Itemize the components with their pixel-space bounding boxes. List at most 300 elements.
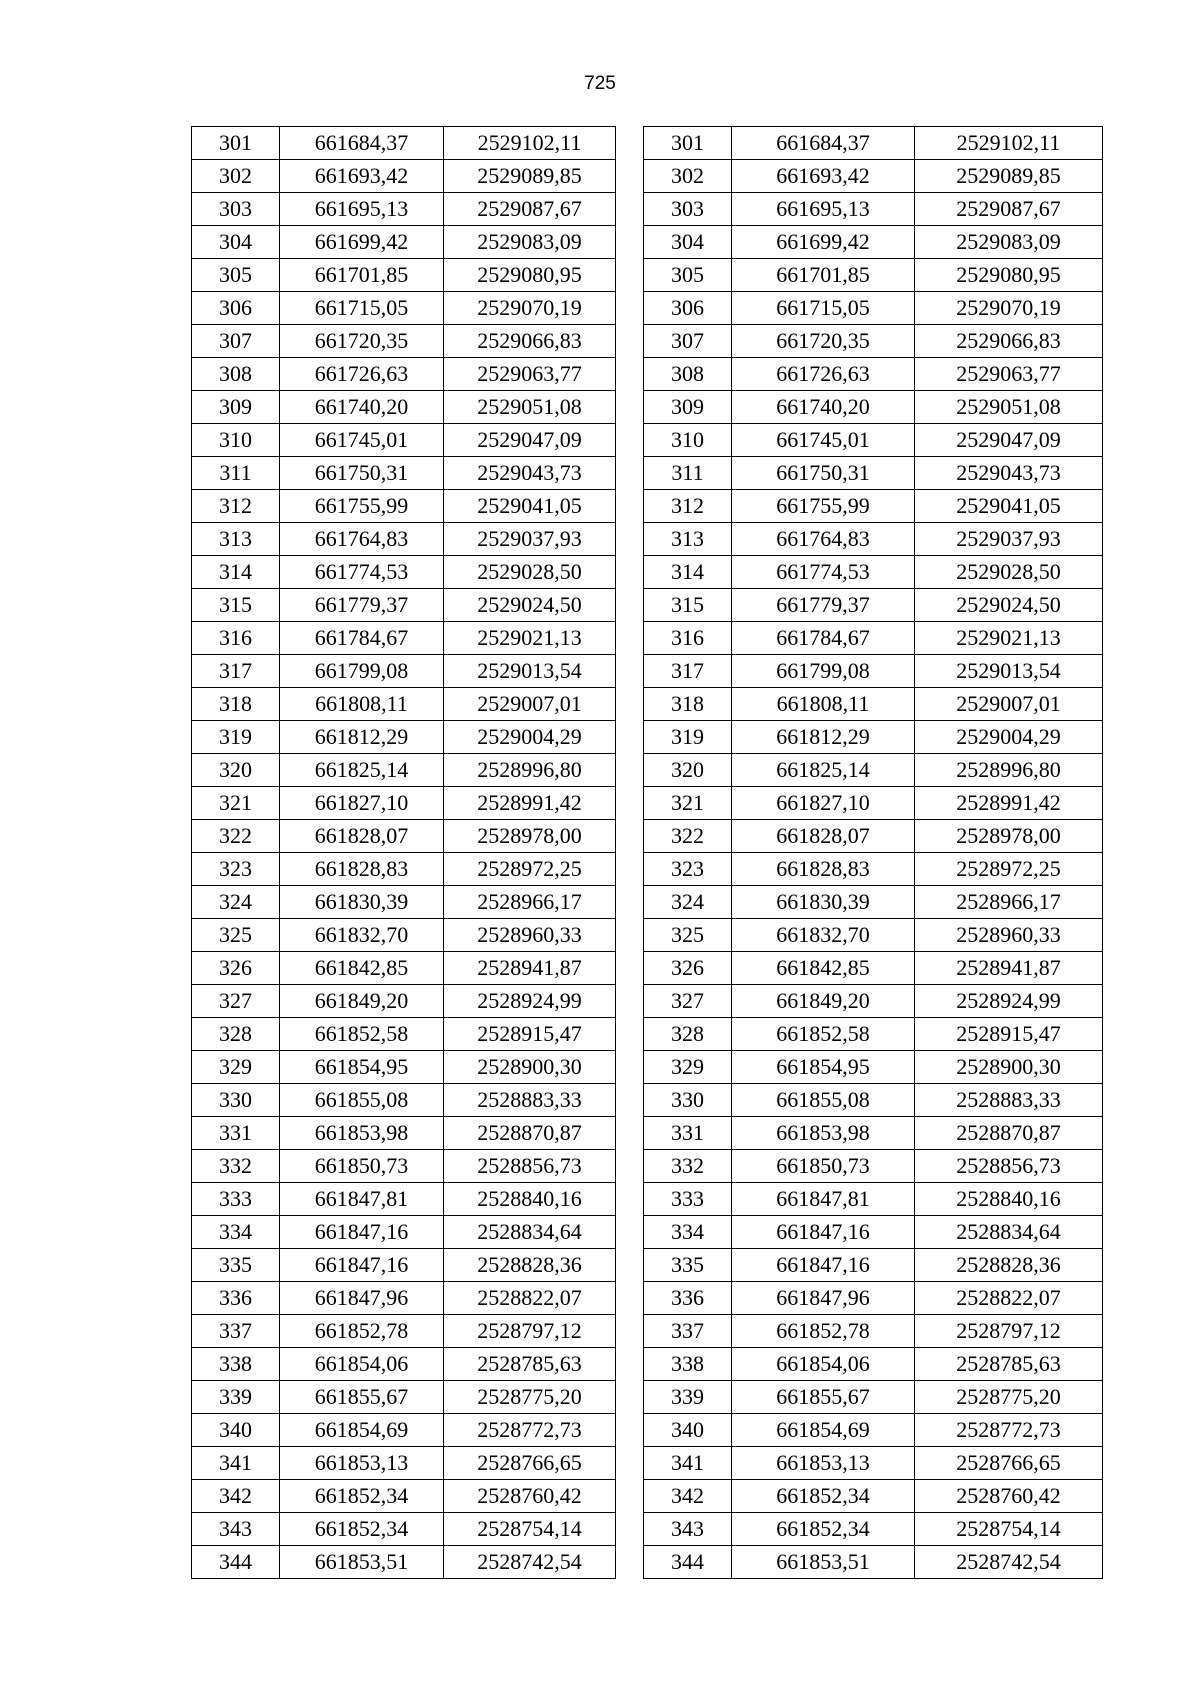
right-point-number-cell: 303 [644,193,732,226]
right-x-coordinate-cell: 661825,14 [732,754,915,787]
left-y-coordinate-cell: 2528972,25 [444,853,616,886]
left-point-number-cell: 330 [192,1084,280,1117]
right-y-coordinate-cell: 2528785,63 [915,1348,1103,1381]
right-point-number-cell: 341 [644,1447,732,1480]
right-y-coordinate-cell: 2529013,54 [915,655,1103,688]
left-x-coordinate-cell: 661715,05 [280,292,444,325]
right-x-coordinate-cell: 661740,20 [732,391,915,424]
table-row [192,688,1103,721]
left-y-coordinate-cell: 2528996,80 [444,754,616,787]
left-x-coordinate-cell: 661693,42 [280,160,444,193]
gap-cell [616,820,644,853]
left-x-coordinate-cell: 661849,20 [280,985,444,1018]
right-y-coordinate-cell: 2529047,09 [915,424,1103,457]
gap-cell [616,1249,644,1282]
left-point-number-cell: 324 [192,886,280,919]
left-x-coordinate-cell: 661828,83 [280,853,444,886]
left-point-number-cell: 328 [192,1018,280,1051]
left-point-number-cell: 304 [192,226,280,259]
gap-cell [616,655,644,688]
right-x-coordinate-cell: 661853,98 [732,1117,915,1150]
table-row [192,1546,1103,1579]
table-row [192,391,1103,424]
right-x-coordinate-cell: 661850,73 [732,1150,915,1183]
left-point-number-cell: 332 [192,1150,280,1183]
right-y-coordinate-cell: 2529007,01 [915,688,1103,721]
gap-cell [616,358,644,391]
left-y-coordinate-cell: 2528760,42 [444,1480,616,1513]
left-x-coordinate-cell: 661726,63 [280,358,444,391]
left-y-coordinate-cell: 2528840,16 [444,1183,616,1216]
left-x-coordinate-cell: 661855,67 [280,1381,444,1414]
left-point-number-cell: 320 [192,754,280,787]
left-x-coordinate-cell: 661850,73 [280,1150,444,1183]
left-y-coordinate-cell: 2529102,11 [444,127,616,160]
gap-cell [616,127,644,160]
left-y-coordinate-cell: 2528900,30 [444,1051,616,1084]
right-y-coordinate-cell: 2529063,77 [915,358,1103,391]
left-x-coordinate-cell: 661832,70 [280,919,444,952]
left-x-coordinate-cell: 661755,99 [280,490,444,523]
right-x-coordinate-cell: 661847,16 [732,1216,915,1249]
left-x-coordinate-cell: 661852,34 [280,1513,444,1546]
gap-cell [616,292,644,325]
right-x-coordinate-cell: 661750,31 [732,457,915,490]
right-point-number-cell: 327 [644,985,732,1018]
left-x-coordinate-cell: 661825,14 [280,754,444,787]
table-row [192,787,1103,820]
right-y-coordinate-cell: 2529021,13 [915,622,1103,655]
right-x-coordinate-cell: 661832,70 [732,919,915,952]
table-row [192,457,1103,490]
right-x-coordinate-cell: 661764,83 [732,523,915,556]
right-x-coordinate-cell: 661847,96 [732,1282,915,1315]
left-x-coordinate-cell: 661853,51 [280,1546,444,1579]
left-y-coordinate-cell: 2528870,87 [444,1117,616,1150]
right-y-coordinate-cell: 2528924,99 [915,985,1103,1018]
right-y-coordinate-cell: 2528760,42 [915,1480,1103,1513]
left-point-number-cell: 311 [192,457,280,490]
left-y-coordinate-cell: 2529013,54 [444,655,616,688]
right-y-coordinate-cell: 2528870,87 [915,1117,1103,1150]
right-y-coordinate-cell: 2529102,11 [915,127,1103,160]
right-x-coordinate-cell: 661693,42 [732,160,915,193]
right-x-coordinate-cell: 661812,29 [732,721,915,754]
left-x-coordinate-cell: 661853,13 [280,1447,444,1480]
left-point-number-cell: 313 [192,523,280,556]
right-point-number-cell: 301 [644,127,732,160]
left-x-coordinate-cell: 661852,58 [280,1018,444,1051]
right-point-number-cell: 343 [644,1513,732,1546]
left-point-number-cell: 309 [192,391,280,424]
left-y-coordinate-cell: 2529066,83 [444,325,616,358]
left-point-number-cell: 318 [192,688,280,721]
right-point-number-cell: 335 [644,1249,732,1282]
right-x-coordinate-cell: 661855,08 [732,1084,915,1117]
left-y-coordinate-cell: 2529080,95 [444,259,616,292]
left-x-coordinate-cell: 661699,42 [280,226,444,259]
table-row [192,424,1103,457]
right-x-coordinate-cell: 661855,67 [732,1381,915,1414]
left-y-coordinate-cell: 2528772,73 [444,1414,616,1447]
table-row [192,1381,1103,1414]
left-y-coordinate-cell: 2528766,65 [444,1447,616,1480]
right-point-number-cell: 313 [644,523,732,556]
table-row [192,1018,1103,1051]
right-y-coordinate-cell: 2528766,65 [915,1447,1103,1480]
left-y-coordinate-cell: 2529024,50 [444,589,616,622]
right-point-number-cell: 314 [644,556,732,589]
right-x-coordinate-cell: 661774,53 [732,556,915,589]
gap-cell [616,622,644,655]
right-point-number-cell: 340 [644,1414,732,1447]
right-x-coordinate-cell: 661830,39 [732,886,915,919]
left-point-number-cell: 305 [192,259,280,292]
right-y-coordinate-cell: 2528775,20 [915,1381,1103,1414]
right-x-coordinate-cell: 661847,16 [732,1249,915,1282]
right-point-number-cell: 312 [644,490,732,523]
left-point-number-cell: 344 [192,1546,280,1579]
gap-cell [616,1216,644,1249]
left-x-coordinate-cell: 661853,98 [280,1117,444,1150]
right-y-coordinate-cell: 2528754,14 [915,1513,1103,1546]
gap-cell [616,1513,644,1546]
right-point-number-cell: 321 [644,787,732,820]
right-y-coordinate-cell: 2529041,05 [915,490,1103,523]
right-point-number-cell: 307 [644,325,732,358]
table-row [192,490,1103,523]
right-y-coordinate-cell: 2529089,85 [915,160,1103,193]
right-x-coordinate-cell: 661699,42 [732,226,915,259]
gap-cell [616,226,644,259]
right-x-coordinate-cell: 661853,13 [732,1447,915,1480]
left-y-coordinate-cell: 2529083,09 [444,226,616,259]
left-x-coordinate-cell: 661684,37 [280,127,444,160]
right-x-coordinate-cell: 661720,35 [732,325,915,358]
left-y-coordinate-cell: 2528960,33 [444,919,616,952]
left-x-coordinate-cell: 661774,53 [280,556,444,589]
gap-cell [616,688,644,721]
right-point-number-cell: 330 [644,1084,732,1117]
left-x-coordinate-cell: 661828,07 [280,820,444,853]
right-x-coordinate-cell: 661828,07 [732,820,915,853]
left-y-coordinate-cell: 2529004,29 [444,721,616,754]
gap-cell [616,886,644,919]
left-x-coordinate-cell: 661842,85 [280,952,444,985]
left-point-number-cell: 303 [192,193,280,226]
right-y-coordinate-cell: 2528915,47 [915,1018,1103,1051]
left-point-number-cell: 340 [192,1414,280,1447]
left-y-coordinate-cell: 2528991,42 [444,787,616,820]
right-point-number-cell: 319 [644,721,732,754]
table-row [192,952,1103,985]
left-y-coordinate-cell: 2528966,17 [444,886,616,919]
left-point-number-cell: 317 [192,655,280,688]
right-x-coordinate-cell: 661854,06 [732,1348,915,1381]
left-x-coordinate-cell: 661799,08 [280,655,444,688]
right-x-coordinate-cell: 661827,10 [732,787,915,820]
table-row [192,853,1103,886]
left-x-coordinate-cell: 661812,29 [280,721,444,754]
right-point-number-cell: 315 [644,589,732,622]
right-y-coordinate-cell: 2528991,42 [915,787,1103,820]
left-x-coordinate-cell: 661720,35 [280,325,444,358]
left-y-coordinate-cell: 2528978,00 [444,820,616,853]
left-point-number-cell: 337 [192,1315,280,1348]
right-y-coordinate-cell: 2529037,93 [915,523,1103,556]
table-row [192,1480,1103,1513]
table-row [192,226,1103,259]
right-point-number-cell: 304 [644,226,732,259]
right-y-coordinate-cell: 2528960,33 [915,919,1103,952]
table-row [192,160,1103,193]
left-y-coordinate-cell: 2528828,36 [444,1249,616,1282]
gap-cell [616,259,644,292]
gap-cell [616,523,644,556]
left-x-coordinate-cell: 661827,10 [280,787,444,820]
table-row [192,820,1103,853]
left-y-coordinate-cell: 2528856,73 [444,1150,616,1183]
gap-cell [616,160,644,193]
table-row [192,1117,1103,1150]
gap-cell [616,1183,644,1216]
left-y-coordinate-cell: 2529047,09 [444,424,616,457]
table-row [192,556,1103,589]
right-y-coordinate-cell: 2529066,83 [915,325,1103,358]
left-y-coordinate-cell: 2528775,20 [444,1381,616,1414]
right-x-coordinate-cell: 661701,85 [732,259,915,292]
left-point-number-cell: 306 [192,292,280,325]
left-x-coordinate-cell: 661750,31 [280,457,444,490]
right-y-coordinate-cell: 2528828,36 [915,1249,1103,1282]
table-row [192,1348,1103,1381]
right-y-coordinate-cell: 2528856,73 [915,1150,1103,1183]
coordinates-table [191,126,1103,1579]
right-y-coordinate-cell: 2529083,09 [915,226,1103,259]
right-point-number-cell: 333 [644,1183,732,1216]
right-point-number-cell: 324 [644,886,732,919]
gap-cell [616,325,644,358]
left-point-number-cell: 326 [192,952,280,985]
left-point-number-cell: 342 [192,1480,280,1513]
right-y-coordinate-cell: 2529028,50 [915,556,1103,589]
table-row [192,919,1103,952]
right-y-coordinate-cell: 2529024,50 [915,589,1103,622]
right-point-number-cell: 329 [644,1051,732,1084]
gap-cell [616,1150,644,1183]
right-x-coordinate-cell: 661828,83 [732,853,915,886]
table-row [192,721,1103,754]
right-point-number-cell: 322 [644,820,732,853]
right-point-number-cell: 316 [644,622,732,655]
right-y-coordinate-cell: 2528883,33 [915,1084,1103,1117]
gap-cell [616,1117,644,1150]
right-x-coordinate-cell: 661852,34 [732,1513,915,1546]
gap-cell [616,952,644,985]
right-point-number-cell: 302 [644,160,732,193]
left-y-coordinate-cell: 2529028,50 [444,556,616,589]
right-y-coordinate-cell: 2529051,08 [915,391,1103,424]
left-point-number-cell: 302 [192,160,280,193]
right-y-coordinate-cell: 2528941,87 [915,952,1103,985]
left-y-coordinate-cell: 2528834,64 [444,1216,616,1249]
left-x-coordinate-cell: 661847,16 [280,1216,444,1249]
right-point-number-cell: 311 [644,457,732,490]
table-row [192,985,1103,1018]
table-row [192,292,1103,325]
right-x-coordinate-cell: 661849,20 [732,985,915,1018]
left-point-number-cell: 323 [192,853,280,886]
left-y-coordinate-cell: 2529051,08 [444,391,616,424]
left-x-coordinate-cell: 661847,81 [280,1183,444,1216]
left-x-coordinate-cell: 661784,67 [280,622,444,655]
left-x-coordinate-cell: 661847,16 [280,1249,444,1282]
right-y-coordinate-cell: 2529070,19 [915,292,1103,325]
table-row [192,1282,1103,1315]
table-row [192,589,1103,622]
left-x-coordinate-cell: 661854,69 [280,1414,444,1447]
gap-cell [616,1051,644,1084]
right-x-coordinate-cell: 661852,34 [732,1480,915,1513]
left-point-number-cell: 327 [192,985,280,1018]
left-point-number-cell: 308 [192,358,280,391]
left-point-number-cell: 341 [192,1447,280,1480]
right-y-coordinate-cell: 2529087,67 [915,193,1103,226]
gap-cell [616,556,644,589]
right-point-number-cell: 337 [644,1315,732,1348]
right-point-number-cell: 339 [644,1381,732,1414]
gap-cell [616,1447,644,1480]
left-point-number-cell: 301 [192,127,280,160]
right-x-coordinate-cell: 661799,08 [732,655,915,688]
gap-cell [616,391,644,424]
table-row [192,1249,1103,1282]
gap-cell [616,457,644,490]
left-x-coordinate-cell: 661764,83 [280,523,444,556]
gap-cell [616,1315,644,1348]
right-x-coordinate-cell: 661853,51 [732,1546,915,1579]
table-row [192,655,1103,688]
left-x-coordinate-cell: 661701,85 [280,259,444,292]
left-point-number-cell: 321 [192,787,280,820]
right-point-number-cell: 336 [644,1282,732,1315]
left-x-coordinate-cell: 661808,11 [280,688,444,721]
table-row [192,1084,1103,1117]
gap-cell [616,193,644,226]
right-y-coordinate-cell: 2528966,17 [915,886,1103,919]
right-y-coordinate-cell: 2529004,29 [915,721,1103,754]
right-x-coordinate-cell: 661852,78 [732,1315,915,1348]
right-point-number-cell: 310 [644,424,732,457]
right-point-number-cell: 306 [644,292,732,325]
table-row [192,325,1103,358]
table-row [192,259,1103,292]
table-row [192,127,1103,160]
right-x-coordinate-cell: 661784,67 [732,622,915,655]
table-row [192,622,1103,655]
left-x-coordinate-cell: 661852,78 [280,1315,444,1348]
right-y-coordinate-cell: 2528822,07 [915,1282,1103,1315]
table-row [192,1315,1103,1348]
right-point-number-cell: 338 [644,1348,732,1381]
gap-cell [616,754,644,787]
left-y-coordinate-cell: 2529070,19 [444,292,616,325]
right-point-number-cell: 328 [644,1018,732,1051]
left-y-coordinate-cell: 2529043,73 [444,457,616,490]
table-row [192,754,1103,787]
left-y-coordinate-cell: 2529041,05 [444,490,616,523]
left-x-coordinate-cell: 661852,34 [280,1480,444,1513]
right-y-coordinate-cell: 2528742,54 [915,1546,1103,1579]
left-y-coordinate-cell: 2528915,47 [444,1018,616,1051]
left-y-coordinate-cell: 2529089,85 [444,160,616,193]
right-x-coordinate-cell: 661755,99 [732,490,915,523]
right-x-coordinate-cell: 661842,85 [732,952,915,985]
gap-cell [616,853,644,886]
gap-cell [616,1546,644,1579]
right-x-coordinate-cell: 661726,63 [732,358,915,391]
right-point-number-cell: 318 [644,688,732,721]
left-point-number-cell: 339 [192,1381,280,1414]
left-y-coordinate-cell: 2529063,77 [444,358,616,391]
right-point-number-cell: 326 [644,952,732,985]
table-row [192,1216,1103,1249]
gap-cell [616,424,644,457]
right-x-coordinate-cell: 661808,11 [732,688,915,721]
table-row [192,1447,1103,1480]
left-y-coordinate-cell: 2528797,12 [444,1315,616,1348]
left-y-coordinate-cell: 2529037,93 [444,523,616,556]
gap-cell [616,589,644,622]
gap-cell [616,919,644,952]
left-x-coordinate-cell: 661854,95 [280,1051,444,1084]
right-x-coordinate-cell: 661684,37 [732,127,915,160]
left-point-number-cell: 325 [192,919,280,952]
left-point-number-cell: 310 [192,424,280,457]
right-point-number-cell: 325 [644,919,732,952]
right-point-number-cell: 317 [644,655,732,688]
gap-cell [616,985,644,1018]
right-x-coordinate-cell: 661745,01 [732,424,915,457]
left-point-number-cell: 335 [192,1249,280,1282]
left-y-coordinate-cell: 2528941,87 [444,952,616,985]
left-point-number-cell: 315 [192,589,280,622]
right-x-coordinate-cell: 661852,58 [732,1018,915,1051]
gap-cell [616,1381,644,1414]
right-x-coordinate-cell: 661779,37 [732,589,915,622]
left-x-coordinate-cell: 661695,13 [280,193,444,226]
right-y-coordinate-cell: 2528996,80 [915,754,1103,787]
right-point-number-cell: 323 [644,853,732,886]
left-y-coordinate-cell: 2528822,07 [444,1282,616,1315]
right-y-coordinate-cell: 2528772,73 [915,1414,1103,1447]
left-y-coordinate-cell: 2528785,63 [444,1348,616,1381]
table-row [192,193,1103,226]
right-y-coordinate-cell: 2528972,25 [915,853,1103,886]
page-number: 725 [584,73,616,94]
left-y-coordinate-cell: 2529087,67 [444,193,616,226]
table-row [192,886,1103,919]
gap-cell [616,1282,644,1315]
right-x-coordinate-cell: 661847,81 [732,1183,915,1216]
left-point-number-cell: 316 [192,622,280,655]
right-point-number-cell: 331 [644,1117,732,1150]
left-point-number-cell: 336 [192,1282,280,1315]
right-y-coordinate-cell: 2528900,30 [915,1051,1103,1084]
table-row [192,1183,1103,1216]
right-point-number-cell: 309 [644,391,732,424]
left-x-coordinate-cell: 661847,96 [280,1282,444,1315]
